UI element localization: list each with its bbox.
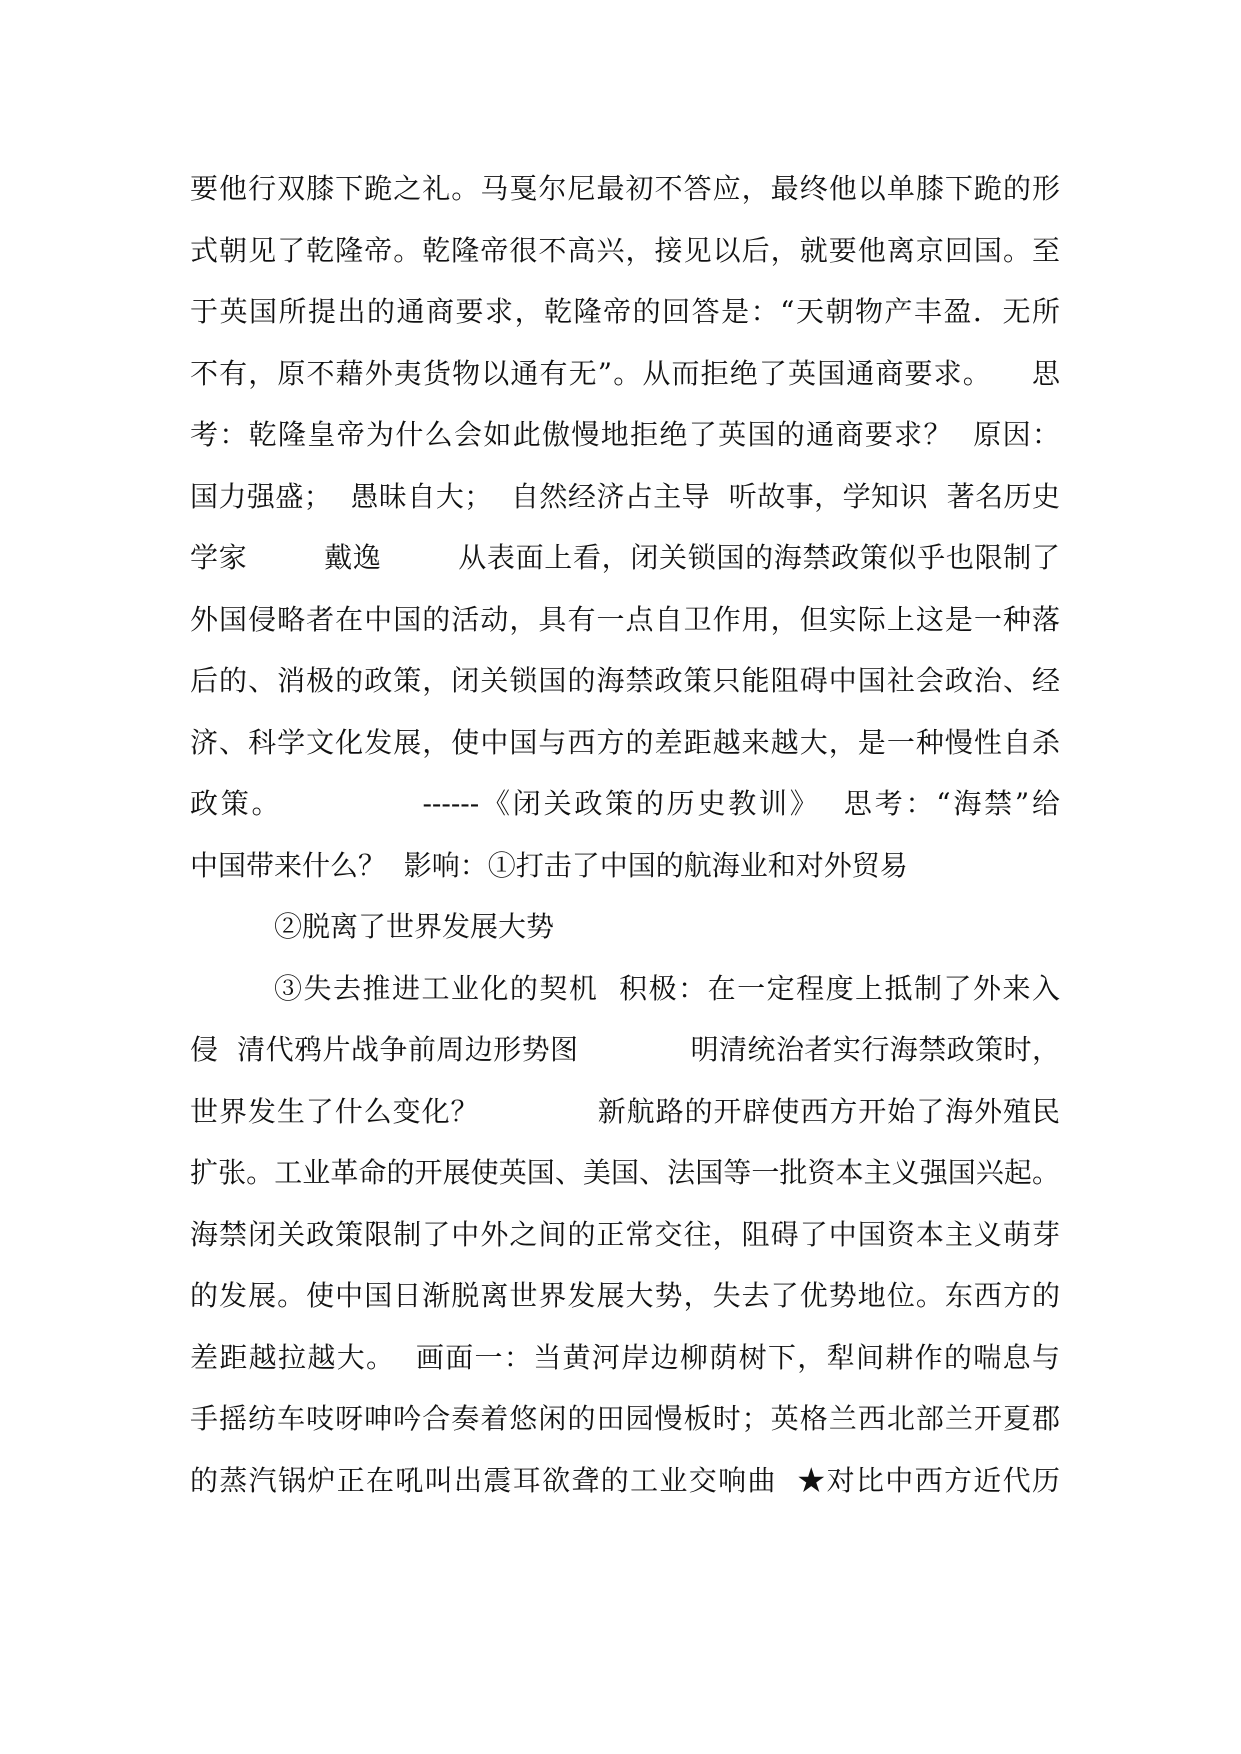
text-line-1: 要他行双膝下跪之礼。马戛尔尼最初不答应，最终他以单膝下跪的形 [190, 172, 1060, 205]
text-line-11: 政策。 ------《闭关政策的历史教训》 思考：“海禁”给 [190, 787, 1060, 820]
text-line-9: 后的、消极的政策，闭关锁国的海禁政策只能阻碍中国社会政治、经 [190, 664, 1060, 697]
text-line-8: 外国侵略者在中国的活动，具有一点自卫作用，但实际上这是一种落 [190, 602, 1060, 636]
text-line-2: 式朝见了乾隆帝。乾隆帝很不高兴，接见以后，就要他离京回国。至 [190, 233, 1060, 267]
text-line-7: 学家 戴逸 从表面上看，闭关锁国的海禁政策似乎也限制了 [190, 541, 1060, 574]
body-text [190, 158, 1060, 1511]
text-line-21: 手摇纺车吱呀呻吟合奏着悠闲的田园慢板时；英格兰西北部兰开夏郡 [190, 1402, 1060, 1435]
text-line-19: 的发展。使中国日渐脱离世界发展大势，失去了优势地位。东西方的 [190, 1279, 1060, 1312]
text-line-6: 国力强盛； 愚昧自大； 自然经济占主导 听故事，学知识 著名历史 [190, 479, 1060, 513]
text-line-20: 差距越拉越大。 画面一：当黄河岸边柳荫树下，犁间耕作的喘息与 [190, 1340, 1060, 1374]
text-line-4: 不有，原不藉外夷货物以通有无”。从而拒绝了英国通商要求。 思 [190, 356, 1060, 390]
text-line-5: 考：乾隆皇帝为什么会如此傲慢地拒绝了英国的通商要求？ 原因： [190, 418, 1060, 451]
text-line-18: 海禁闭关政策限制了中外之间的正常交往，阻碍了中国资本主义萌芽 [190, 1217, 1060, 1251]
text-line-17: 扩张。工业革命的开展使英国、美国、法国等一批资本主义强国兴起。 [190, 1156, 1060, 1189]
text-line-16: 世界发生了什么变化？ 新航路的开辟使西方开始了海外殖民 [190, 1094, 1060, 1128]
text-line-14: ③失去推进工业化的契机 积极：在一定程度上抵制了外来入 [274, 971, 1060, 1005]
text-line-13: ②脱离了世界发展大势 [274, 910, 555, 943]
text-line-10: 济、科学文化发展，使中国与西方的差距越来越大，是一种慢性自杀 [190, 725, 1060, 759]
text-line-12: 中国带来什么？ 影响：①打击了中国的航海业和对外贸易 [190, 848, 908, 882]
text-line-3: 于英国所提出的通商要求，乾隆帝的回答是：“天朝物产丰盈．无所 [190, 295, 1060, 328]
text-line-22: 的蒸汽锅炉正在吼叫出震耳欲聋的工业交响曲 ★对比中西方近代历 [190, 1463, 1060, 1497]
text-line-15: 侵 清代鸦片战争前周边形势图 明清统治者实行海禁政策时， [190, 1033, 1060, 1066]
